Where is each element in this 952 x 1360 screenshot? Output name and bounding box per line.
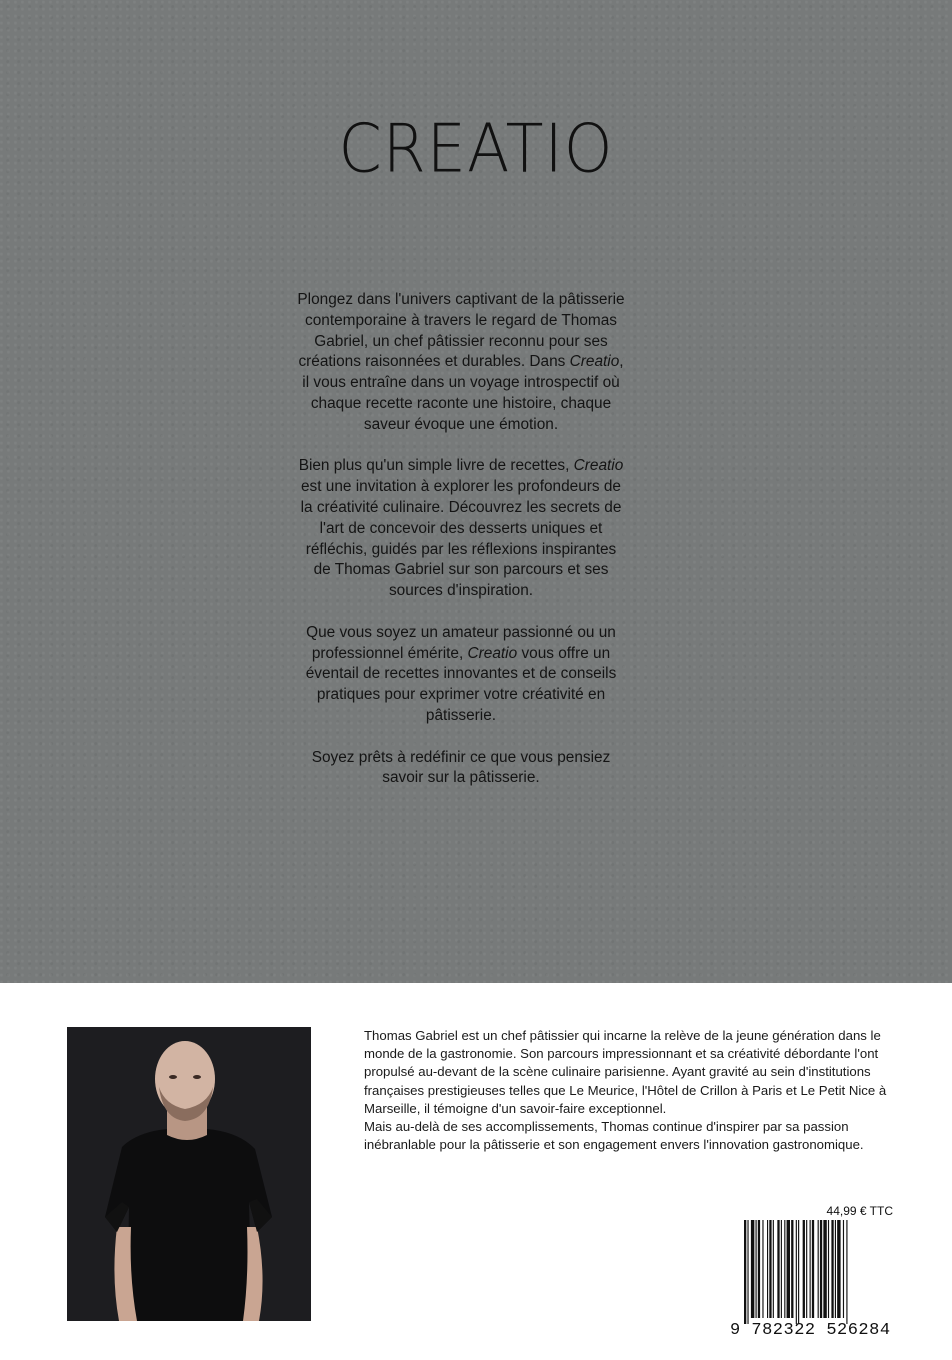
barcode-bar xyxy=(823,1220,826,1318)
barcode-bar xyxy=(803,1220,805,1318)
barcode-bar xyxy=(843,1220,844,1318)
barcode-bar xyxy=(784,1220,785,1318)
author-bio-paragraph-2: Mais au-delà de ses accomplissements, Thomas continue d'inspirer par sa passion inébranlable pour la pâtisserie et son engagement envers l'innovation gastronomique. xyxy=(364,1119,864,1153)
barcode-bar xyxy=(747,1220,748,1324)
book-title: CREATIO xyxy=(338,109,614,188)
barcode-bar xyxy=(767,1220,768,1318)
barcode-bar xyxy=(762,1220,763,1318)
barcode-bar xyxy=(758,1220,760,1318)
barcode-bar xyxy=(756,1220,757,1318)
barcode-bar xyxy=(798,1220,799,1324)
barcode-bar xyxy=(791,1220,793,1318)
author-bio-paragraph-1: Thomas Gabriel est un chef pâtissier qui incarne la relève de la jeune génération dans le monde de la gastronomie. Son parcours impressionnant et sa créativité débordante l'ont propulsé au-devant de la scène culinaire parisienne. Ayant gravité au sein d'institutions françaises prestigieuses telles que Le Meurice, l'Hôtel de Crillon à Paris et Le Petit Nice à Marseille, il témoigne d'un savoir-faire exceptionnel. xyxy=(364,1028,887,1116)
barcode-bar xyxy=(818,1220,819,1318)
blurb-paragraph-1: Plongez dans l'univers captivant de la pâtisserie contemporaine à travers le regard de Thomas Gabriel, un chef pâtissier reconnu pour ses créations raisonnées et durables. Dans Creatio, il vous entraîne dans un voyage introspectif où chaque recette raconte une histoire, chaque saveur évoque une émotion. xyxy=(297,291,625,433)
barcode-bar xyxy=(820,1220,822,1318)
barcode-bar xyxy=(831,1220,833,1318)
blurb-paragraph-2: Bien plus qu'un simple livre de recettes, Creatio est une invitation à explorer les profondeurs de la créativité culinaire. Découvrez les secrets de l'art de concevoir des desserts uniques et réfléchis, guidés par les réflexions inspirantes de Thomas Gabriel sur son parcours et ses sources d'inspiration. xyxy=(298,457,624,600)
barcode-bars xyxy=(740,1220,896,1324)
back-cover-blurb xyxy=(296,290,626,810)
blurb-paragraph-3: Que vous soyez un amateur passionné ou un professionnel émérite, Creatio vous offre un éventail de recettes innovantes et de conseils pratiques pour exprimer votre créativité en pâtisserie. xyxy=(305,623,617,724)
barcode-bar xyxy=(787,1220,790,1318)
barcode-bar xyxy=(769,1220,771,1318)
barcode-bar xyxy=(777,1220,779,1318)
price-label: 44,99 € TTC xyxy=(826,1204,893,1218)
barcode-bar xyxy=(773,1220,774,1318)
author-photo xyxy=(67,1027,311,1321)
barcode-bar xyxy=(828,1220,829,1318)
barcode-bar xyxy=(846,1220,847,1324)
barcode-bar xyxy=(810,1220,811,1318)
barcode-bar xyxy=(837,1220,840,1318)
author-portrait-illustration xyxy=(67,1027,311,1321)
barcode-bar xyxy=(835,1220,836,1318)
author-bio xyxy=(364,1027,894,1154)
barcode-bar xyxy=(744,1220,746,1324)
barcode-bar xyxy=(812,1220,814,1318)
isbn-number: 9 782322 526284 xyxy=(730,1321,891,1340)
barcode-bar xyxy=(781,1220,782,1318)
barcode-bar xyxy=(751,1220,754,1318)
barcode-bar xyxy=(806,1220,807,1318)
blurb-paragraph-4: Soyez prêts à redéfinir ce que vous pensiez savoir sur la pâtisserie. xyxy=(311,748,611,787)
barcode-bar xyxy=(796,1220,797,1324)
